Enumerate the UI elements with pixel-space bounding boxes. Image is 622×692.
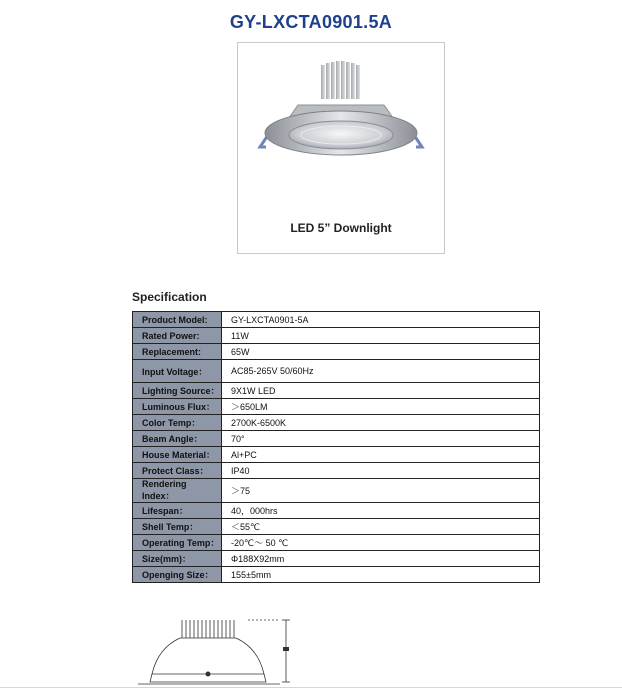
table-row <box>133 519 540 535</box>
spec-label: Size(mm)： <box>133 551 222 567</box>
page-divider <box>0 687 622 688</box>
spec-label: Openging Size： <box>133 567 222 583</box>
spec-label: Shell Temp： <box>133 519 222 535</box>
table-row <box>133 328 540 344</box>
specification-table <box>132 311 540 583</box>
table-row <box>133 415 540 431</box>
spec-value: ＞75 <box>222 479 540 503</box>
table-row <box>133 551 540 567</box>
spec-value: 40，000hrs <box>222 503 540 519</box>
spec-label: Lifespan： <box>133 503 222 519</box>
specification-heading: Specification <box>132 290 207 304</box>
spec-label: Luminous Flux： <box>133 399 222 415</box>
spec-label: Lighting Source： <box>133 383 222 399</box>
spec-value: ＞650LM <box>222 399 540 415</box>
spec-label: Color Temp： <box>133 415 222 431</box>
table-row <box>133 503 540 519</box>
spec-value: GY-LXCTA0901-5A <box>222 312 540 328</box>
table-row <box>133 463 540 479</box>
table-row <box>133 535 540 551</box>
table-row <box>133 360 540 383</box>
spec-label: House Material： <box>133 447 222 463</box>
spec-value: 2700K-6500K <box>222 415 540 431</box>
spec-value: Al+PC <box>222 447 540 463</box>
spec-label: Rated Power: <box>133 328 222 344</box>
spec-value: AC85-265V 50/60Hz <box>222 360 540 383</box>
table-row <box>133 567 540 583</box>
spec-label: Operating Temp： <box>133 535 222 551</box>
product-photo-frame <box>237 42 445 254</box>
dimension-drawing <box>130 612 300 688</box>
spec-value: -20℃～ 50 ℃ <box>222 535 540 551</box>
spec-label: Rendering Index： <box>133 479 222 503</box>
spec-value: 11W <box>222 328 540 344</box>
table-row <box>133 447 540 463</box>
table-row <box>133 479 540 503</box>
spec-label: Protect Class： <box>133 463 222 479</box>
page-title: GY-LXCTA0901.5A <box>229 12 393 32</box>
table-row <box>133 383 540 399</box>
table-row <box>133 344 540 360</box>
spec-value: IP40 <box>222 463 540 479</box>
spec-value: 70° <box>222 431 540 447</box>
spec-value: Φ188X92mm <box>222 551 540 567</box>
spec-label: Input Voltage： <box>133 360 222 383</box>
product-caption: LED 5” Downlight <box>290 221 392 235</box>
spec-value: 65W <box>222 344 540 360</box>
downlight-photo <box>238 43 444 213</box>
spec-value: 155±5mm <box>222 567 540 583</box>
spec-value: ＜55℃ <box>222 519 540 535</box>
spec-label: Product Model: <box>133 312 222 328</box>
spec-value: 9X1W LED <box>222 383 540 399</box>
table-row <box>133 431 540 447</box>
spec-label: Replacement: <box>133 344 222 360</box>
table-row <box>133 399 540 415</box>
spec-label: Beam Angle： <box>133 431 222 447</box>
table-row <box>133 312 540 328</box>
